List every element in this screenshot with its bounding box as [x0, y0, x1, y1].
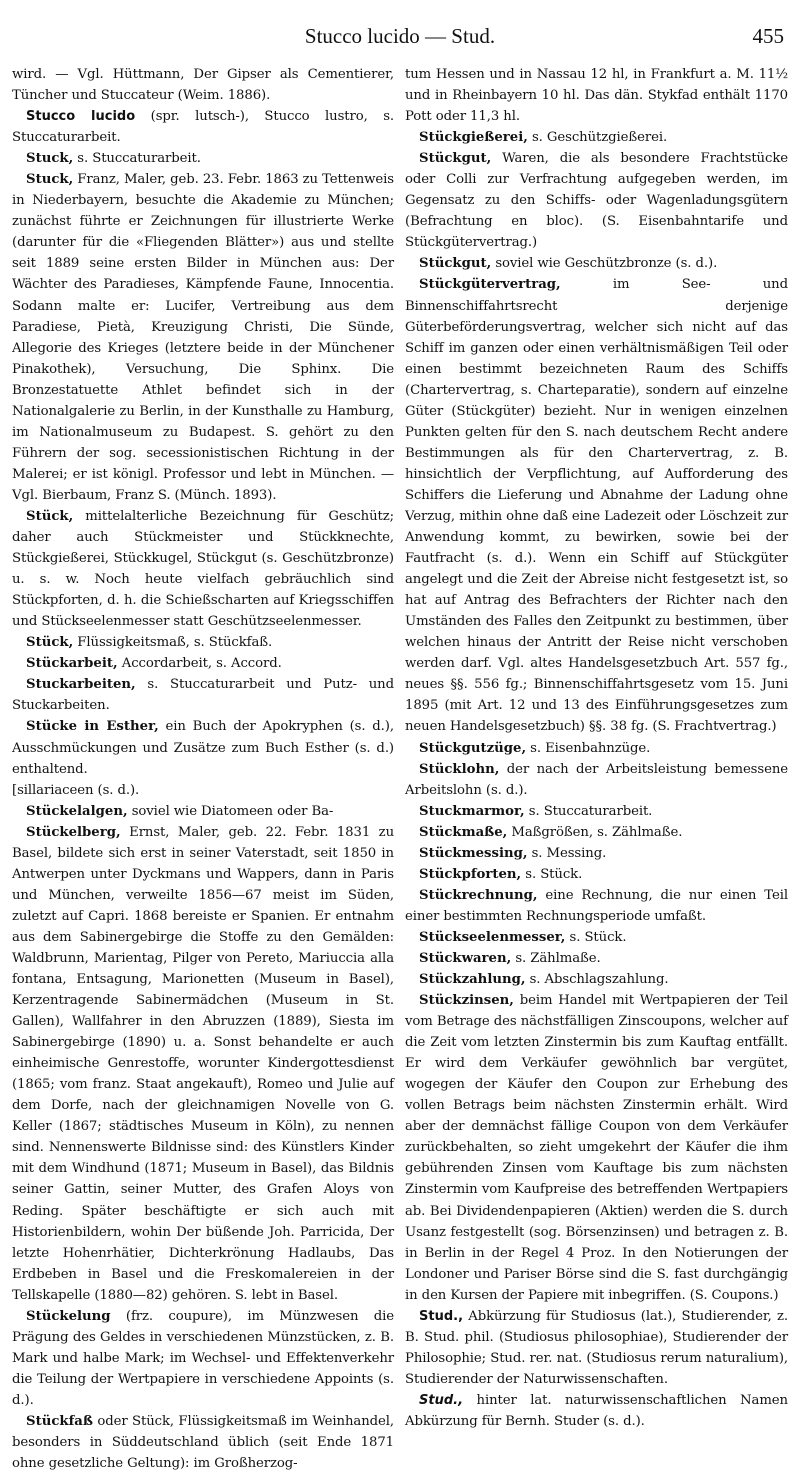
dictionary-entry	[12, 169, 394, 506]
entry-text: hinter lat. naturwissenschaftlichen Namen Abkürzung für Bernh. Studer (s. d.).	[405, 1392, 788, 1429]
entry-headword: Stuckarbeiten,	[26, 677, 136, 693]
entry-text: (spr. lutsch-), Stucco lustro, s. Stuccaturarbeit.	[12, 109, 395, 146]
left-column	[12, 64, 395, 1472]
entry-headword: Stuck,	[26, 151, 74, 167]
entry-text: s. Eisenbahnzüge.	[526, 740, 651, 756]
entry-text: s. Stuccaturarbeit.	[73, 151, 201, 167]
dictionary-entry	[12, 653, 394, 674]
entry-headword: Stückpforten,	[419, 866, 522, 882]
entry-headword: Stuck,	[26, 172, 74, 188]
dictionary-entry	[12, 716, 394, 779]
dictionary-entry	[12, 64, 394, 106]
entry-text: ein Buch der Apokryphen (s. d.), Ausschmückungen und Zusätze zum Buch Esther (s. d.) enthaltend.	[12, 719, 394, 777]
dictionary-entry	[405, 759, 788, 801]
entry-headword: Stückgießerei,	[419, 130, 528, 146]
entry-text: s. Geschützgießerei.	[527, 130, 668, 146]
entry-headword: Stückarbeit,	[26, 656, 118, 672]
entry-headword: Stückelberg,	[26, 824, 121, 840]
entry-text: s. Stück.	[565, 929, 627, 945]
entry-headword: Stück,	[26, 635, 74, 651]
dictionary-entry	[405, 127, 788, 148]
entry-text: Flüssigkeitsmaß, s. Stückfaß.	[73, 635, 273, 651]
entry-headword: Stückzahlung,	[419, 972, 526, 988]
entry-text: [sillariaceen (s. d.).	[12, 782, 140, 798]
entry-text: soviel wie Diatomeen oder Ba-	[127, 803, 334, 819]
right-column	[405, 64, 788, 1429]
entry-headword: Stud.,	[419, 1392, 464, 1408]
entry-text: s. Abschlagszahlung.	[525, 972, 669, 988]
dictionary-entry	[12, 1306, 394, 1411]
entry-headword: Stückgutzüge,	[419, 740, 527, 756]
dictionary-entry	[405, 1306, 788, 1390]
entry-headword: Stücklohn,	[419, 761, 500, 777]
entry-text: s. Stuccaturarbeit.	[524, 803, 653, 819]
dictionary-entry	[405, 864, 788, 885]
entry-text: s. Messing.	[527, 845, 607, 861]
dictionary-entry	[12, 106, 394, 148]
dictionary-entry	[405, 253, 788, 274]
dictionary-entry	[405, 990, 788, 1306]
entry-text: s. Stuccaturarbeit und Putz- und Stuckarbeiten.	[12, 677, 394, 714]
entry-text: Abkürzung für Studiosus (lat.), Studierender, z. B. Stud. phil. (Studiosus philosophiae), Studierender der Philosophie; Stud. rer. nat. (Studiosus rerum naturalium), Studierender der Naturwissenschaften.	[405, 1308, 788, 1387]
entry-headword: Stückelalgen,	[26, 803, 128, 819]
entry-text: im See- und Binnenschiffahrtsrecht derjenige Güterbeförderungsvertrag, welcher sich nicht auf das Schiff im ganzen oder einen verhältnismäßigen Teil oder einen bestimmt bezeichneten Raum des Schiffs (Chartervertrag, s. Charteparatie), sondern auf einzelne Güter (Stückgüter) bezieht. Nur in wenigen einzelnen Punkten gelten für den S. nach deutschem Recht andere Bestimmungen als für den Chartervertrag, z. B. hinsichtlich der Verpflichtung, auf Aufforderung des Schiffers die Lieferung und Abnahme der Ladung ohne Verzug, mithin ohne daß eine Ladezeit oder Löschzeit zur Anwendung kommt, zu bewirken, sowie bei der Fautfracht (s. d.). Wenn ein Schiff auf Stückgüter angelegt und die Zeit der Abreise nicht festgesetzt ist, so hat auf Antrag des Befrachters der Richter nach den Umständen des Falles den Zeitpunkt zu bestimmen, über welchen hinaus der Antritt der Reise nicht verschoben werden darf. Vgl. altes Handelsgesetzbuch Art. 557 fg., neues §§. 556 fg.; Binnenschiffahrtsgesetz vom 15. Juni 1895 (mit Art. 12 und 13 des Einführungsgesetzes zum neuen Handelsgesetzbuch) §§. 38 fg. (S. Frachtvertrag.)	[405, 277, 788, 735]
entry-headword: Stückrechnung,	[419, 887, 538, 903]
dictionary-entry	[405, 822, 788, 843]
dictionary-entry	[405, 274, 788, 737]
entry-headword: Stückwaren,	[419, 950, 512, 966]
entry-text: s. Zählmaße.	[511, 950, 601, 966]
entry-text: wird. — Vgl. Hüttmann, Der Gipser als Cementierer, Tüncher und Stuccateur (Weim. 1886).	[12, 67, 394, 104]
dictionary-entry	[405, 801, 788, 822]
entry-text: beim Handel mit Wertpapieren der Teil vom Betrage des nächstfälligen Zinscoupons, welcher auf die Zeit vom letzten Zinstermin bis zum Kauftag entfällt. Er wird dem Verkäufer gewöhnlich bar vergütet, wogegen der Käufer den Coupon zur Erhebung des vollen Betrags beim nächsten Zinstermin erhält. Wird aber der demnächst fällige Coupon von dem Verkäufer zurückbehalten, so zieht umgekehrt der Käufer die ihm gebührenden Zinsen vom Kauftage bis zum nächsten Zinstermin vom Kaufpreise des betreffenden Wertpapiers ab. Bei Dividendenpapieren (Aktien) werden die S. durch Usanz festgestellt (sog. Börsenzinsen) und betragen z. B. in Berlin in der Regel 4 Proz. In den Notierungen der Londoner und Pariser Börse sind die S. fast durchgängig in den Kursen der Papiere mit inbegriffen. (S. Coupons.)	[405, 993, 788, 1303]
dictionary-entry	[405, 64, 788, 127]
entry-headword: Stück,	[26, 508, 74, 524]
entry-text: eine Rechnung, die nur einen Teil einer bestimmten Rechnungsperiode umfaßt.	[405, 887, 788, 924]
entry-headword: Stückgütervertrag,	[419, 277, 561, 293]
dictionary-entry	[405, 843, 788, 864]
entry-headword: Stückseelenmesser,	[419, 929, 566, 945]
dictionary-entry	[405, 927, 788, 948]
dictionary-entry	[12, 674, 394, 716]
dictionary-entry	[12, 1411, 394, 1474]
dictionary-entry	[405, 885, 788, 927]
entry-headword: Stückelung	[26, 1308, 111, 1324]
entry-text: Ernst, Maler, geb. 22. Febr. 1831 zu Basel, bildete sich erst in seiner Vaterstadt, seit 1850 in Antwerpen unter Dyckmans und Wappers, dann in Paris und München, verweilte 1856—67 meist im Süden, zuletzt auf Capri. 1868 bereiste er Spanien. Er entnahm aus dem Sabinergebirge die Stoffe zu den Gemälden: Waldbrunn, Marientag, Pilger von Pereto, Mariuccia alla fontana, Entsagung, Marionetten (Museum in Basel), Kerzentragende Sabinermädchen (Museum in St. Gallen), Wallfahrer in den Abruzzen (1889), Siesta im Sabinergebirge (1890) u. a. Sonst behandelte er auch einheimische Genrestoffe, worunter Kindergottesdienst (1865; vom franz. Staat angekauft), Romeo und Julie auf dem Dorfe, nach der gleichnamigen Novelle von G. Keller (1867; städtisches Museum in Köln), zu nennen sind. Nennenswerte Bildnisse sind: des Künstlers Kinder mit dem Windhund (1871; Museum in Basel), das Bildnis seiner Gattin, seiner Mutter, des Grafen Aloys von Reding. Später beschäftigte er sich auch mit Historienbildern, wohin Der büßende Joh. Parricida, Der letzte Hohenrhätier, Dichterkrönung Hadlaubs, Das Erdbeben in Basel und die Freskomalereien in der Tellskapelle (1880—82) gehören. S. lebt in Basel.	[12, 824, 394, 1303]
dictionary-entry	[12, 801, 394, 822]
dictionary-entry	[12, 148, 394, 169]
entry-headword: Stuckmarmor,	[419, 803, 525, 819]
entry-text: oder Stück, Flüssigkeitsmaß im Weinhandel, besonders in Süddeutschland üblich (seit Ende 1871 ohne gesetzliche Geltung): im Großherzog-	[12, 1414, 394, 1472]
dictionary-entry	[405, 738, 788, 759]
entry-headword: Stud.,	[419, 1308, 464, 1324]
dictionary-entry	[12, 632, 394, 653]
entry-headword: Stucco lucido	[26, 109, 136, 125]
entry-headword: Stückmaße,	[419, 824, 508, 840]
dictionary-entry	[12, 506, 394, 632]
entry-headword: Stückfaß	[26, 1414, 93, 1429]
entry-text: mittelalterliche Bezeichnung für Geschütz; daher auch Stückmeister und Stückknechte, Stückgießerei, Stückkugel, Stückgut (s. Geschützbronze) u. s. w. Noch heute vielfach gebräuchlich sind Stückpforten, d. h. die Schießscharten auf Kriegsschiffen und Stückseelenmesser statt Geschützseelenmesser.	[12, 508, 394, 630]
entry-text: Accordarbeit, s. Accord.	[117, 656, 282, 672]
entry-text: Waren, die als besondere Frachtstücke oder Colli zur Verfrachtung aufgegeben werden, im Gegensatz zu den Schiffs- oder Wagenladungsgütern (Befrachtung en bloc). (S. Eisenbahntarife und Stückgütervertrag.)	[405, 151, 788, 251]
dictionary-entry	[405, 969, 788, 990]
dictionary-entry	[405, 1390, 788, 1432]
dictionary-entry	[405, 948, 788, 969]
page-number: 455	[752, 24, 784, 48]
dictionary-entry	[405, 148, 788, 253]
entry-text: der nach der Arbeitsleistung bemessene Arbeitslohn (s. d.).	[405, 761, 788, 798]
entry-text: s. Stück.	[521, 866, 583, 882]
entry-text: Maßgrößen, s. Zählmaße.	[507, 824, 683, 840]
dictionary-entry	[12, 780, 394, 801]
entry-headword: Stückzinsen,	[419, 993, 514, 1009]
page-header	[14, 10, 786, 50]
entry-headword: Stückgut,	[419, 256, 492, 272]
entry-text: Franz, Maler, geb. 23. Febr. 1863 zu Tettenweis in Niederbayern, besuchte die Akademie zu München; zunächst führte er Zeichnungen für illustrierte Werke (darunter für die «Fliegenden Blätter») aus und stellte seit 1889 seine ersten Bilder in München aus: Der Wächter des Paradieses, Kämpfende Faune, Innocentia. Sodann malte er: Lucifer, Vertreibung aus dem Paradiese, Pietà, Kreuzigung Christi, Die Sünde, Allegorie des Krieges (letztere beide in der Münchener Pinakothek), Versuchung, Die Sphinx. Die Bronzestatuette Athlet befindet sich in der Nationalgalerie zu Berlin, in der Kunsthalle zu Hamburg, im Nationalmuseum zu Budapest. S. gehört zu den Führern der sog. secessionistischen Richtung in der Malerei; er ist königl. Professor und lebt in München. — Vgl. Bierbaum, Franz S. (Münch. 1893).	[12, 172, 394, 503]
entry-headword: Stückmessing,	[419, 845, 528, 861]
entry-headword: Stückgut,	[419, 151, 492, 167]
entry-headword: Stücke in Esther,	[26, 719, 159, 735]
entry-text: (frz. coupure), im Münzwesen die Prägung des Geldes in verschiedenen Münzstücken, z. B. Mark und halbe Mark; im Wechsel- und Effektenverkehr die Teilung der Wertpapiere in verschiedene Appoints (s. d.).	[12, 1308, 394, 1408]
dictionary-entry	[12, 822, 394, 1306]
running-title: Stucco lucido — Stud.	[304, 24, 496, 48]
entry-text: soviel wie Geschützbronze (s. d.).	[491, 256, 718, 272]
entry-text: tum Hessen und in Nassau 12 hl, in Frankfurt a. M. 11½ und in Rheinbayern 10 hl. Das dän. Stykfad enthält 1170 Pott oder 11,3 hl.	[405, 67, 788, 125]
